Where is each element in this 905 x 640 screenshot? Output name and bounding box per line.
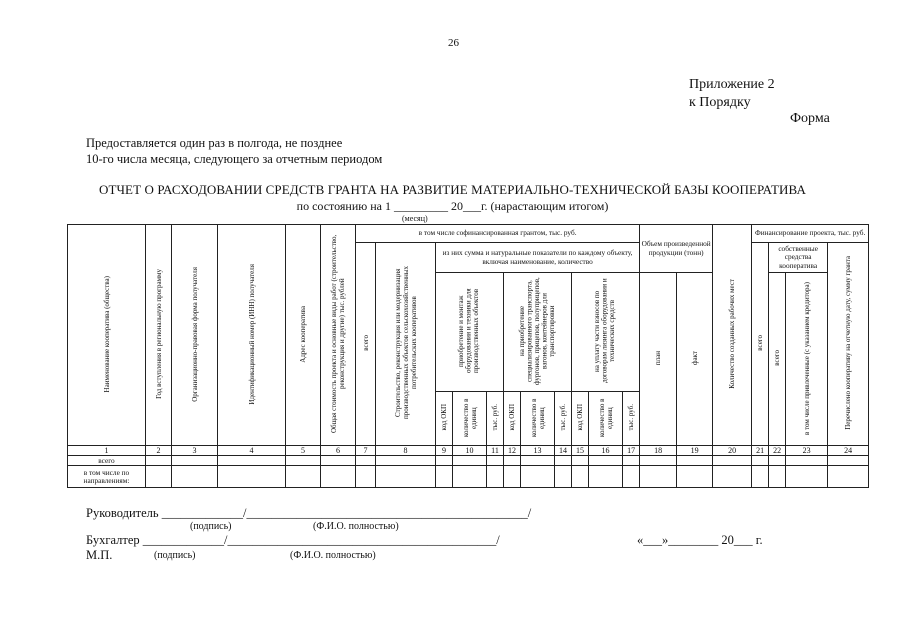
header-qty-2: количество в единиц <box>521 392 555 446</box>
col-number: 19 <box>677 446 713 456</box>
header-qty-3: количество в единиц <box>589 392 623 446</box>
col-number: 15 <box>572 446 589 456</box>
header-c20: Количество созданных рабочих мест <box>713 225 752 446</box>
col-number: 23 <box>786 446 828 456</box>
header-c8: Строительство, реконструкция или модернизация производственных объектов сельскохозяйственных потребительских кооперативов <box>376 243 436 446</box>
header-c3: Организационно-правовая форма получателя <box>172 225 218 446</box>
column-numbers-row <box>68 446 869 456</box>
table-row-total <box>68 456 869 466</box>
col-number: 6 <box>321 446 356 456</box>
col-number: 18 <box>640 446 677 456</box>
appendix-header <box>689 76 775 112</box>
accountant-signature-line: Бухгалтер _____________/___________________________________________/ <box>86 533 500 547</box>
page-number: 26 <box>448 37 459 49</box>
header-c22: всего <box>769 273 786 446</box>
header-c5: Адрес кооператива <box>286 225 321 446</box>
intro-line2: 10-го числа месяца, следующего за отчетным периодом <box>86 152 383 166</box>
header-g1: приобретение и монтаж оборудования и техники для производственных объектов <box>436 273 504 392</box>
month-caption: (месяц) <box>402 214 428 223</box>
col-number: 9 <box>436 446 453 456</box>
header-fact: факт <box>677 273 713 446</box>
col-number: 24 <box>828 446 869 456</box>
col-number: 16 <box>589 446 623 456</box>
appendix-line1: Приложение 2 <box>689 77 775 92</box>
header-c23: в том числе привлеченные (с указанием кредитора) <box>786 273 828 446</box>
col-number: 1 <box>68 446 146 456</box>
report-subtitle: по состоянию на 1 _________ 20___г. (нарастающим итогом) <box>296 199 609 213</box>
col-number: 13 <box>521 446 555 456</box>
header-c24: Перечислено кооперативу на отчетную дату, сумму гранта <box>828 243 869 446</box>
header-c4: Идентификационный номер (ИНН) получателя <box>218 225 286 446</box>
col-number: 10 <box>453 446 487 456</box>
table-row-directions <box>68 466 869 488</box>
header-sub-group: из них сумма и натуральные показатели по каждому объекту, включая наименование, количество <box>436 243 640 273</box>
header-okp-1: код ОКП <box>436 392 453 446</box>
col-number: 20 <box>713 446 752 456</box>
col-number: 21 <box>752 446 769 456</box>
col-number: 5 <box>286 446 321 456</box>
appendix-line2: к Порядку <box>689 95 751 110</box>
header-fin-group: Финансирование проекта, тыс. руб. <box>752 225 869 243</box>
col-number: 12 <box>504 446 521 456</box>
header-grant-group: в том числе софинансированная грантом, тыс. руб. <box>356 225 640 243</box>
stamp-label: М.П. <box>86 548 113 562</box>
col-number: 11 <box>487 446 504 456</box>
director-signature-line: Руководитель _____________/_____________________________________________/ <box>86 506 532 520</box>
header-sum-1: тыс. руб. <box>487 392 504 446</box>
accountant-sign-caption: (подпись) <box>154 550 196 561</box>
col-number: 7 <box>356 446 376 456</box>
intro-text <box>86 135 382 167</box>
header-g3: на уплату части взносов по договорам лизинга оборудования и технических средств <box>572 273 640 392</box>
report-title: ОТЧЕТ О РАСХОДОВАНИИ СРЕДСТВ ГРАНТА НА РАЗВИТИЕ МАТЕРИАЛЬНО-ТЕХНИЧЕСКОЙ БАЗЫ КООПЕРАТИВА <box>98 182 806 197</box>
header-okp-2: код ОКП <box>504 392 521 446</box>
header-c7: всего <box>356 243 376 446</box>
header-plan: план <box>640 273 677 446</box>
report-table <box>67 224 869 488</box>
header-sum-2: тыс. руб. <box>555 392 572 446</box>
accountant-name-caption: (Ф.И.О. полностью) <box>290 550 376 561</box>
header-okp-3: код ОКП <box>572 392 589 446</box>
form-label: Форма <box>790 111 830 126</box>
header-own-group: собственные средства кооператива <box>769 243 828 273</box>
intro-line1: Предоставляется один раз в полгода, не позднее <box>86 136 343 150</box>
row-label-total: всего <box>68 456 146 466</box>
header-volume: Объем произведенной продукции (тонн) <box>640 225 713 273</box>
col-number: 14 <box>555 446 572 456</box>
header-sum-3: тыс. руб. <box>623 392 640 446</box>
date-line: «___»________ 20___ г. <box>637 533 763 547</box>
header-g2: на приобретение специализированного транспорта, фургонов, прицепов, полуприцепов, вагонов, контейнеров для транспортировки <box>504 273 572 392</box>
director-name-caption: (Ф.И.О. полностью) <box>313 521 399 532</box>
row-label-directions: в том числе по направлениям: <box>68 466 146 488</box>
director-sign-caption: (подпись) <box>190 521 232 532</box>
col-number: 2 <box>146 446 172 456</box>
header-c21: всего <box>752 243 769 446</box>
header-c6: Общая стоимость проекта и основные виды работ (строительство, реконструкция и другие) тыс. рублей <box>321 225 356 446</box>
col-number: 4 <box>218 446 286 456</box>
col-number: 17 <box>623 446 640 456</box>
col-number: 3 <box>172 446 218 456</box>
header-c1: Наименование кооператива (общества) <box>68 225 146 446</box>
col-number: 22 <box>769 446 786 456</box>
header-c2: Год вступления в региональную программу <box>146 225 172 446</box>
header-qty-1: количество в единиц <box>453 392 487 446</box>
col-number: 8 <box>376 446 436 456</box>
